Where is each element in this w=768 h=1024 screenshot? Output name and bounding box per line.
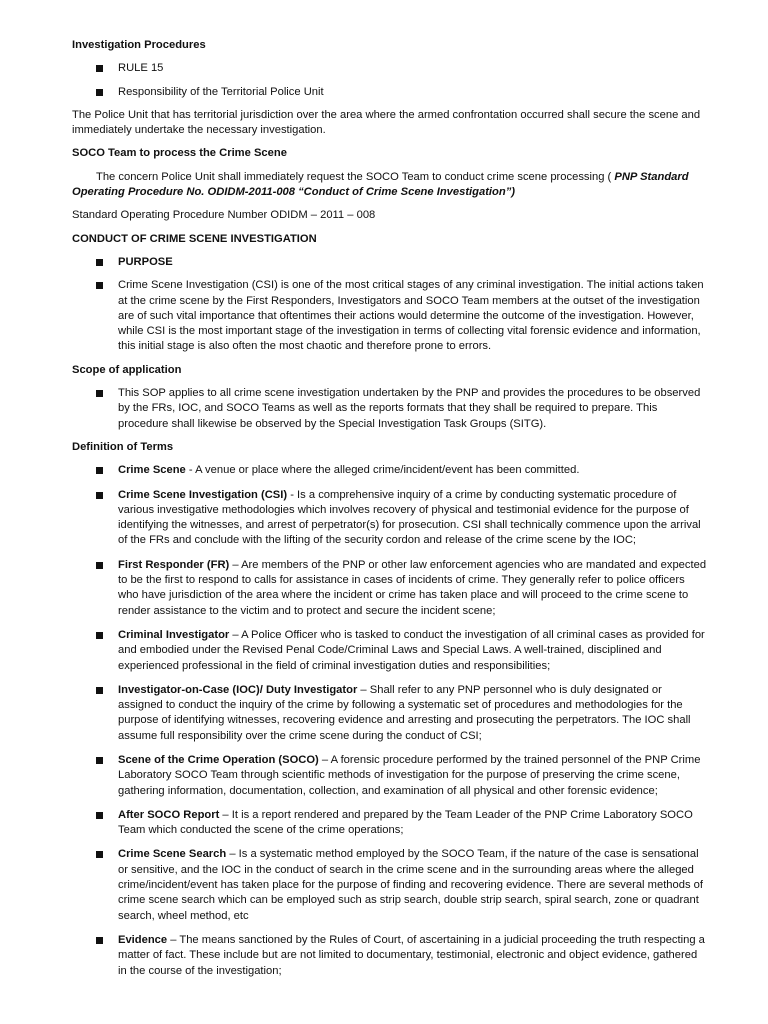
definition-text: – A forensic procedure performed by the trained personnel of the PNP Crime Laboratory SOCO Team through scientific methods of investigation for the purpose of preserving the crime scene, gathering information, documentation, collection, and examination of all physical and other forensic evidence; (118, 753, 701, 797)
scope-list (72, 386, 708, 432)
definitions-list (72, 463, 708, 979)
purpose-text: Crime Scene Investigation (CSI) is one of the most critical stages of any criminal investigation. The initial actions taken at the crime scene by the First Responders, Investigators and SOCO Team members at the outset of the investigation are of such vital importance that oftentimes their actions would determine the outcome of the investigation. However, while CSI is the most important stage of the investigation in terms of collecting vital forensic evidence and information, this initial stage is also often the most chaotic and therefore prone to errors. (118, 279, 704, 353)
definition-term: After SOCO Report (118, 808, 220, 821)
territorial-unit-paragraph: The Police Unit that has territorial jurisdiction over the area where the armed confrontation occurred shall secure the scene and immediately undertake the necessary investigation. (72, 108, 701, 137)
rule-bullet-list (72, 61, 708, 100)
definitions-heading: Definition of Terms (72, 440, 174, 453)
soco-request-paragraph: The concern Police Unit shall immediately request the SOCO Team to conduct crime scene processing ( PNP Standard Operating Procedure No. ODIDM-2011-008 “Conduct of Crime Scene Investigation”) (72, 170, 689, 199)
scope-heading: Scope of application (72, 363, 182, 376)
definition-term: Scene of the Crime Operation (SOCO) (118, 753, 319, 766)
square-bullet-icon (96, 65, 103, 72)
list-item (72, 278, 708, 354)
list-item (72, 255, 708, 270)
square-bullet-icon (96, 492, 103, 499)
purpose-list (72, 255, 708, 355)
square-bullet-icon (96, 89, 103, 96)
definition-term: Crime Scene Investigation (CSI) (118, 488, 288, 501)
square-bullet-icon (96, 812, 103, 819)
definition-item (72, 847, 708, 923)
square-bullet-icon (96, 259, 103, 266)
definition-item (72, 808, 708, 839)
definition-text: – A Police Officer who is tasked to conduct the investigation of all criminal cases as provided for and embodied under the Revised Penal Code/Criminal Laws and Special Laws. A well-trained, disciplined and experienced professional in the field of criminal investigation duties and responsibilities; (118, 628, 705, 672)
definition-term: First Responder (FR) (118, 558, 230, 571)
definition-item (72, 628, 708, 674)
square-bullet-icon (96, 390, 103, 397)
square-bullet-icon (96, 937, 103, 944)
purpose-label: PURPOSE (118, 255, 173, 268)
definition-text: - Is a comprehensive inquiry of a crime by conducting systematic procedure of various investigative methodologies which involves recovery of physical and testimonial evidence for the purpose of identifying the witnesses, and arrest of perpetrator(s) for prosecution. CSI shall technically commence upon the arrival of the FRs and conclude with the lifting of the security cordon and release of the crime scene by the IOC; (118, 488, 701, 547)
list-item: Responsibility of the Territorial Police Unit (72, 85, 708, 100)
sop-reference: PNP Standard Operating Procedure No. ODIDM-2011-008 “Conduct of Crime Scene Investigation”) (72, 170, 689, 199)
definition-text: – Is a systematic method employed by the SOCO Team, if the nature of the case is sensational or sensitive, and the IOC in the conduct of search in the crime scene and in the surrounding areas where the alleged crime/incident/event has taken place for the purpose of finding and recovering evidence. There are several methods of crime scene search which can be employed such as strip search, double strip search, spiral search, zone or quadrant search, wheel method, etc (118, 848, 703, 922)
definition-text: – Shall refer to any PNP personnel who is duly designated or assigned to conduct the inquiry of the crime by following a systematic set of procedures and methodologies for the purpose of identifying witnesses, recovering evidence and arresting and prosecuting the perpetrators. The IOC shall assume full responsibility over the crime scene during the conduct of CSI; (118, 683, 691, 742)
definition-item (72, 753, 708, 799)
investigation-procedures-heading: Investigation Procedures (72, 39, 206, 51)
soco-team-heading: SOCO Team to process the Crime Scene (72, 147, 287, 160)
conduct-csi-heading: CONDUCT OF CRIME SCENE INVESTIGATION (72, 232, 317, 245)
definition-term: Crime Scene Search (118, 848, 227, 861)
definition-item (72, 488, 708, 549)
square-bullet-icon (96, 282, 103, 289)
definition-text: – It is a report rendered and prepared by the Team Leader of the PNP Crime Laboratory SOCO Team which conducted the scene of the crime operations; (118, 808, 693, 837)
square-bullet-icon (96, 467, 103, 474)
definition-term: Crime Scene (118, 464, 186, 477)
definition-item (72, 558, 708, 619)
sop-number-line: Standard Operating Procedure Number ODIDM – 2011 – 008 (72, 209, 376, 222)
definition-term: Evidence (118, 933, 168, 946)
definition-text: – The means sanctioned by the Rules of Court, of ascertaining in a judicial proceeding the truth respecting a matter of fact. These include but are not limited to documentary, testimonial, electronic and object evidence, gathered in the course of the investigation; (118, 933, 705, 977)
list-item (72, 386, 708, 432)
square-bullet-icon (96, 851, 103, 858)
definition-text: – Are members of the PNP or other law enforcement agencies who are mandated and expected to be the first to respond to calls for assistance in cases of incidents of crime. They generally refer to police officers who have jurisdiction of the area where the incident or crime has taken place and will proceed to the crime scene to render assistance to the victim and to protect and secure the incident scene; (118, 558, 707, 617)
square-bullet-icon (96, 632, 103, 639)
definition-text: - A venue or place where the alleged crime/incident/event has been committed. (185, 464, 580, 477)
definition-item (72, 933, 708, 979)
definition-item (72, 463, 708, 478)
definition-term: Criminal Investigator (118, 628, 230, 641)
scope-text: This SOP applies to all crime scene investigation undertaken by the PNP and provides the procedures to be observed by the FRs, IOC, and SOCO Teams as well as the reports formats that they shall be required to prepare. This procedure shall likewise be observed by the Special Investigation Task Groups (SITG). (118, 387, 701, 430)
list-item: RULE 15 (72, 61, 708, 76)
definition-term: Investigator-on-Case (IOC)/ Duty Investigator (118, 683, 358, 696)
square-bullet-icon (96, 687, 103, 694)
definition-item (72, 683, 708, 744)
square-bullet-icon (96, 757, 103, 764)
square-bullet-icon (96, 562, 103, 569)
